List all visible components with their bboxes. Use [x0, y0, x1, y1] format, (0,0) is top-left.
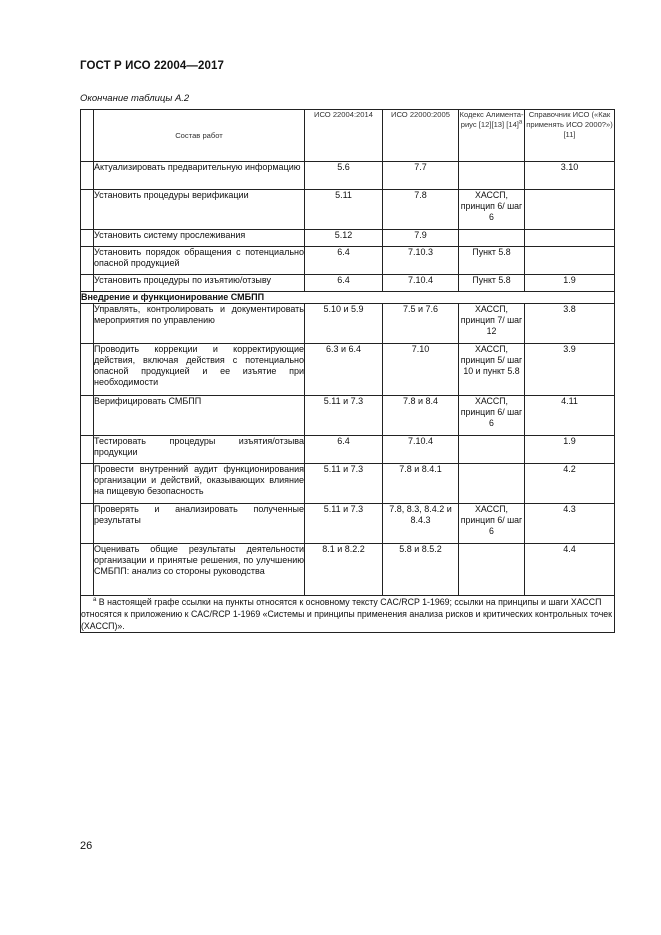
indent-cell [81, 162, 94, 190]
table-row [81, 504, 615, 544]
indent-cell [81, 304, 94, 344]
cell-codex [459, 162, 525, 190]
cell-work: Установить процедуры по изъятию/отзыву [94, 275, 305, 292]
indent-cell [81, 110, 94, 162]
table-body-top [81, 162, 615, 292]
cell-iso22000: 7.10.4 [383, 436, 459, 464]
cell-handbook [525, 190, 615, 230]
cell-codex [459, 230, 525, 247]
document-title: ГОСТ Р ИСО 22004—2017 [80, 60, 225, 72]
cell-work: Установить процедуры верификации [94, 190, 305, 230]
indent-cell [81, 230, 94, 247]
indent-cell [81, 247, 94, 275]
cell-work: Проверять и анализировать полученные результаты [94, 504, 305, 544]
cell-iso22000: 7.8 и 8.4.1 [383, 464, 459, 504]
header-iso22000: ИСО 22000:2005 [383, 110, 459, 162]
table-row [81, 396, 615, 436]
header-codex-footnote-mark: a [518, 119, 523, 126]
table-header-row [81, 110, 615, 162]
header-handbook: Справочник ИСО («Как применять ИСО 2000?») [11] [525, 110, 615, 162]
cell-iso22000: 7.8 [383, 190, 459, 230]
cell-iso22000: 7.10 [383, 344, 459, 396]
table-row [81, 230, 615, 247]
table-row [81, 344, 615, 396]
cell-iso22004: 6.4 [305, 247, 383, 275]
cell-handbook [525, 247, 615, 275]
indent-cell [81, 275, 94, 292]
cell-iso22004: 5.12 [305, 230, 383, 247]
table-row [81, 247, 615, 275]
indent-cell [81, 396, 94, 436]
section-title: Внедрение и функционирование СМБПП [81, 292, 615, 304]
cell-work: Актуализировать предварительную информацию [94, 162, 305, 190]
cell-iso22004: 5.10 и 5.9 [305, 304, 383, 344]
cell-codex: ХАССП, принцип 5/ шаг 10 и пункт 5.8 [459, 344, 525, 396]
cell-work: Установить систему прослеживания [94, 230, 305, 247]
footnote-marker: a [93, 597, 97, 604]
cell-handbook: 1.9 [525, 436, 615, 464]
table-row [81, 544, 615, 596]
cell-iso22004: 5.11 и 7.3 [305, 464, 383, 504]
page-number: 26 [80, 840, 93, 852]
indent-cell [81, 344, 94, 396]
header-iso22004: ИСО 22004:2014 [305, 110, 383, 162]
cell-handbook [525, 230, 615, 247]
table-caption: Окончание таблицы А.2 [80, 93, 190, 104]
cell-work: Верифицировать СМБПП [94, 396, 305, 436]
cell-handbook: 3.8 [525, 304, 615, 344]
cell-iso22004: 6.4 [305, 275, 383, 292]
cell-work: Установить порядок обращения с потенциально опасной продукцией [94, 247, 305, 275]
header-codex-text: Кодекс Алимента-риус [12][13] [14] [459, 110, 524, 129]
cell-work: Оценивать общие результаты деятельности организации и принятые решения, по улучшению СМБПП: анализ со стороны руководства [94, 544, 305, 596]
cell-codex [459, 464, 525, 504]
cell-iso22004: 5.11 и 7.3 [305, 504, 383, 544]
cell-iso22000: 7.10.3 [383, 247, 459, 275]
cell-iso22004: 5.11 [305, 190, 383, 230]
indent-cell [81, 464, 94, 504]
cell-iso22004: 6.4 [305, 436, 383, 464]
cell-iso22000: 7.7 [383, 162, 459, 190]
cell-codex: ХАССП, принцип 7/ шаг 12 [459, 304, 525, 344]
cell-codex: ХАССП, принцип 6/ шаг 6 [459, 396, 525, 436]
table-row [81, 275, 615, 292]
cell-handbook: 1.9 [525, 275, 615, 292]
cell-handbook: 3.9 [525, 344, 615, 396]
cell-iso22000: 5.8 и 8.5.2 [383, 544, 459, 596]
cell-work: Проводить коррекции и корректирующие действия, включая действия с потенциально опасной продукцией и ее изъятие при необходимости [94, 344, 305, 396]
table-row [81, 464, 615, 504]
cell-iso22000: 7.9 [383, 230, 459, 247]
header-codex [459, 110, 525, 162]
cell-handbook: 4.11 [525, 396, 615, 436]
cell-codex: Пункт 5.8 [459, 275, 525, 292]
cell-work: Тестировать процедуры изъятия/отзыва продукции [94, 436, 305, 464]
cell-handbook: 4.4 [525, 544, 615, 596]
indent-cell [81, 436, 94, 464]
table-row [81, 190, 615, 230]
cell-handbook: 4.3 [525, 504, 615, 544]
cell-handbook: 3.10 [525, 162, 615, 190]
cell-iso22004: 5.11 и 7.3 [305, 396, 383, 436]
table-a2 [80, 109, 615, 633]
table-row [81, 162, 615, 190]
footnote-row [81, 596, 615, 633]
section-row [81, 292, 615, 304]
cell-iso22004: 6.3 и 6.4 [305, 344, 383, 396]
cell-codex [459, 544, 525, 596]
table-row [81, 436, 615, 464]
table-body-bottom [81, 304, 615, 596]
cell-codex: Пункт 5.8 [459, 247, 525, 275]
cell-codex: ХАССП, принцип 6/ шаг 6 [459, 504, 525, 544]
table-row [81, 304, 615, 344]
indent-cell [81, 544, 94, 596]
footnote-cell [81, 596, 615, 633]
cell-work: Управлять, контролировать и документировать мероприятия по управлению [94, 304, 305, 344]
cell-codex [459, 436, 525, 464]
header-work: Состав работ [94, 110, 305, 162]
cell-handbook: 4.2 [525, 464, 615, 504]
cell-iso22000: 7.8, 8.3, 8.4.2 и 8.4.3 [383, 504, 459, 544]
cell-work: Провести внутренний аудит функционирования организации и действий, оказывающих влияние на пищевую безопасность [94, 464, 305, 504]
cell-iso22000: 7.5 и 7.6 [383, 304, 459, 344]
cell-iso22004: 8.1 и 8.2.2 [305, 544, 383, 596]
indent-cell [81, 504, 94, 544]
cell-iso22000: 7.8 и 8.4 [383, 396, 459, 436]
footnote-text: В настоящей графе ссылки на пункты относятся к основному тексту CAC/RCP 1-1969; ссылки на принципы и шаги ХАССП относятся к приложению к CAC/RCP 1-1969 «Системы и принципы применения анализа рисков и критических контрольных точек (ХАССП)». [81, 597, 613, 631]
cell-iso22004: 5.6 [305, 162, 383, 190]
cell-codex: ХАССП, принцип 6/ шаг 6 [459, 190, 525, 230]
cell-iso22000: 7.10.4 [383, 275, 459, 292]
indent-cell [81, 190, 94, 230]
